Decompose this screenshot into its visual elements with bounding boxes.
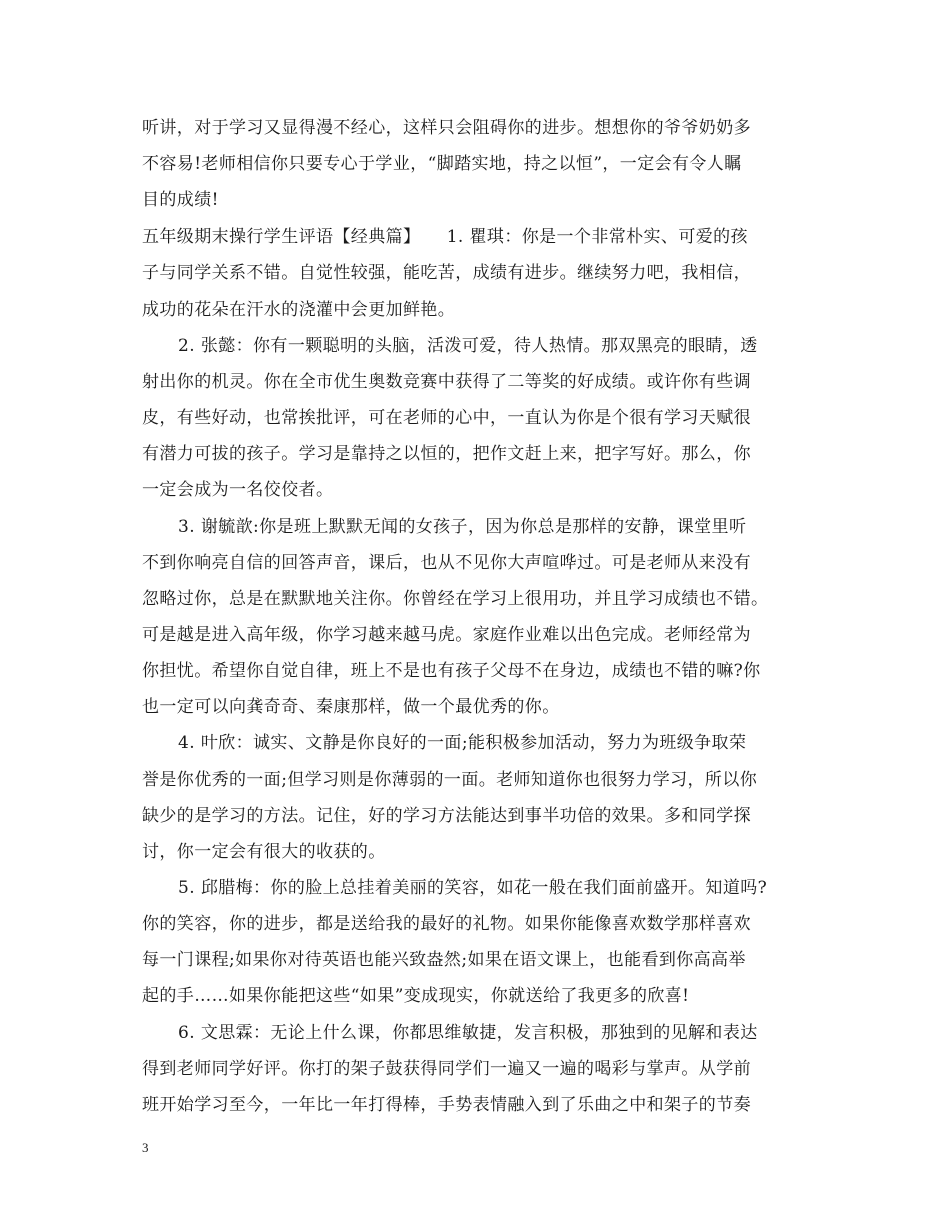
- page-number: 3: [142, 1140, 149, 1155]
- text-line: 射出你的机灵。你在全市优生奥数竞赛中获得了二等奖的好成绩。或许你有些调: [142, 372, 751, 392]
- paragraph-start-line: 6. 文思霖：无论上什么课，你都思维敏捷，发言积极，那独到的见解和表达: [178, 1023, 758, 1043]
- text-line: 不容易!老师相信你只要专心于学业，“脚踏实地，持之以恒”，一定会有令人瞩: [142, 154, 742, 174]
- text-line: 讨，你一定会有很大的收获的。: [142, 842, 386, 862]
- text-line: 你的笑容，你的进步，都是送给我的最好的礼物。如果你能像喜欢数学那样喜欢: [142, 914, 751, 934]
- text-line: 每一门课程;如果你对待英语也能兴致盎然;如果在语文课上，也能看到你高高举: [142, 950, 746, 970]
- text-line: 你担忧。希望你自觉自律，班上不是也有孩子父母不在身边，成绩也不错的嘛?你: [142, 661, 761, 681]
- paragraph-start-line: 3. 谢毓歆:你是班上默默无闻的女孩子，因为你总是那样的安静，课堂里听: [178, 517, 747, 537]
- text-line: 成功的花朵在汗水的浇灌中会更加鲜艳。: [142, 300, 456, 320]
- text-line: 可是越是进入高年级，你学习越来越马虎。家庭作业难以出色完成。老师经常为: [142, 625, 751, 645]
- text-line: 一定会成为一名佼佼者。: [142, 480, 334, 500]
- text-line: 忽略过你，总是在默默地关注你。你曾经在学习上很用功，并且学习成绩也不错。: [142, 589, 769, 609]
- text-line: 有潜力可拔的孩子。学习是靠持之以恒的，把作文赶上来，把字写好。那么，你: [142, 444, 751, 464]
- paragraph-start-line: 5. 邱腊梅：你的脸上总挂着美丽的笑容，如花一般在我们面前盛开。知道吗?: [178, 878, 768, 898]
- text-line: 缺少的是学习的方法。记住，好的学习方法能达到事半功倍的效果。多和同学探: [142, 806, 751, 826]
- text-line: 听讲，对于学习又显得漫不经心，这样只会阻碍你的进步。想想你的爷爷奶奶多: [142, 118, 751, 138]
- text-line: 起的手……如果你能把这些“如果”变成现实，你就送给了我更多的欣喜!: [142, 986, 690, 1006]
- text-line: 子与同学关系不错。自觉性较强，能吃苦，成绩有进步。继续努力吧，我相信，: [142, 263, 751, 283]
- text-line: 得到老师同学好评。你打的架子鼓获得同学们一遍又一遍的喝彩与掌声。从学前: [142, 1059, 751, 1079]
- paragraph-start-line: 4. 叶欣：诚实、文静是你良好的一面;能积极参加活动，努力为班级争取荣: [178, 733, 747, 753]
- text-line: 也一定可以向龚奇奇、秦康那样，做一个最优秀的你。: [142, 697, 560, 717]
- text-line: 皮，有些好动，也常挨批评，可在老师的心中，一直认为你是个很有学习天赋很: [142, 408, 751, 428]
- paragraph-start-line: 2. 张懿：你有一颗聪明的头脑，活泼可爱，待人热情。那双黑亮的眼睛，透: [178, 336, 758, 356]
- text-line: 誉是你优秀的一面;但学习则是你薄弱的一面。老师知道你也很努力学习，所以你: [142, 770, 758, 790]
- text-line: 不到你响亮自信的回答声音，课后，也从不见你大声喧哗过。可是老师从来没有: [142, 553, 751, 573]
- text-line: 班开始学习至今，一年比一年打得棒，手势表情融入到了乐曲之中和架子的节奏: [142, 1095, 751, 1115]
- text-line: 目的成绩!: [142, 190, 219, 210]
- section-heading-line: 五年级期末操行学生评语【经典篇】 1. 瞿琪：你是一个非常朴实、可爱的孩: [142, 227, 748, 247]
